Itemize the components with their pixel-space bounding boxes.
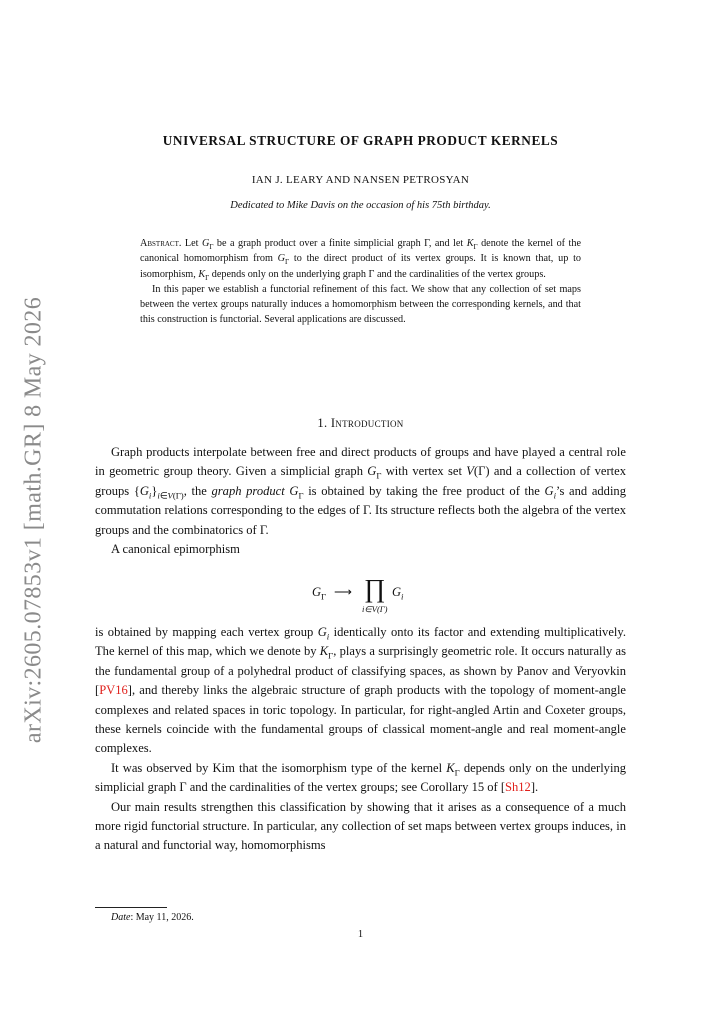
page-number: 1 xyxy=(357,929,364,940)
arxiv-identifier: arXiv:2605.07853v1 [math.GR] 8 May 2026 xyxy=(20,296,47,744)
equation-lhs: $G_\Gamma$ xyxy=(312,585,327,602)
paper-authors: IAN J. LEARY AND NANSEN PETROSYAN xyxy=(251,174,470,186)
footnote xyxy=(111,912,194,923)
footnote-rule xyxy=(95,907,167,908)
citation-pv16[interactable]: PV16 xyxy=(99,683,128,698)
intro-paragraph-4: It was observed by Kim that the isomorphism type of the kernel $K_\Gamma$ depends only on the underlying simplicial graph Γ and the cardinalities of the vertex groups; see Corollary 15 of [Sh12]. xyxy=(95,760,626,795)
product-index: i∈V(Γ) xyxy=(362,604,388,614)
intro-block-1 xyxy=(95,443,626,559)
display-equation xyxy=(95,574,626,618)
abstract-label: Abstract. xyxy=(140,238,182,249)
citation-sh12[interactable]: Sh12 xyxy=(505,780,531,795)
abstract xyxy=(140,236,581,328)
intro-paragraph-2: A canonical epimorphism xyxy=(111,542,240,557)
section-title: Introduction xyxy=(330,416,404,430)
section-number: 1. xyxy=(317,416,328,430)
section-heading xyxy=(95,416,626,431)
paper-dedication: Dedicated to Mike Davis on the occasion of his 75th birthday. xyxy=(230,200,491,211)
product-symbol: ∏ xyxy=(364,574,386,603)
intro-paragraph-5: Our main results strengthen this classification by showing that it arises as a consequence of a much more rigid functorial structure. In particular, any collection of set maps between vertex groups induces, in a natural and functorial way, homomorphisms xyxy=(95,799,626,853)
footnote-label: Date xyxy=(111,912,131,923)
abstract-paragraph-2: In this paper we establish a functorial refinement of this fact. We show that any collection of set maps between the vertex groups naturally induces a homomorphism between the corresponding kernels, and that this construction is functorial. Several applications are discussed. xyxy=(140,283,581,326)
abstract-paragraph-1: Abstract. Let $G_\Gamma$ be a graph product over a finite simplicial graph Γ, and let $K_\Gamma$ denote the kernel of the canonical homomorphism from $G_\Gamma$ to the direct product of its vertex groups. It is known that, up to isomorphism, $K_\Gamma$ depends only on the underlying graph Γ and the cardinalities of the vertex groups. xyxy=(140,238,581,282)
equation-arrow: ⟶ xyxy=(334,585,352,599)
intro-paragraph-1: Graph products interpolate between free and direct products of groups and have played a central role in geometric group theory. Given a simplicial graph $G_\Gamma$ with vertex set V(Γ) and a collection of vertex groups $\{G_i\}_{i\in V(\Gamma)}$, the graph product $G_\Gamma$ is obtained by taking the free product of the $G_i’s$ and adding commutation relations corresponding to the edges of Γ. Its structure reflects both the algebra of the vertex groups and the combinatorics of Γ. xyxy=(95,445,627,537)
equation-rhs: $G_i$ xyxy=(392,585,404,602)
arxiv-sidebar xyxy=(4,296,64,744)
intro-block-2 xyxy=(95,623,626,856)
intro-paragraph-3: is obtained by mapping each vertex group $G_i$ identically onto its factor and extending multiplicatively. The kernel of this map, which we denote by $K_\Gamma$, plays a surprisingly geometric role. It occurs naturally as the fundamental group of a polyhedral product of classifying spaces, as shown by Panov and Veryovkin [PV16], and thereby links the algebraic structure of graph products with the topology of moment-angle complexes and related spaces in toric topology. In particular, for right-angled Artin and Coxeter groups, these kernels coincide with the fundamental groups of classical moment-angle and real moment-angle complexes. xyxy=(95,625,626,756)
footnote-text: : May 11, 2026. xyxy=(130,912,194,923)
paper-title: UNIVERSAL STRUCTURE OF GRAPH PRODUCT KERNELS xyxy=(162,133,559,148)
